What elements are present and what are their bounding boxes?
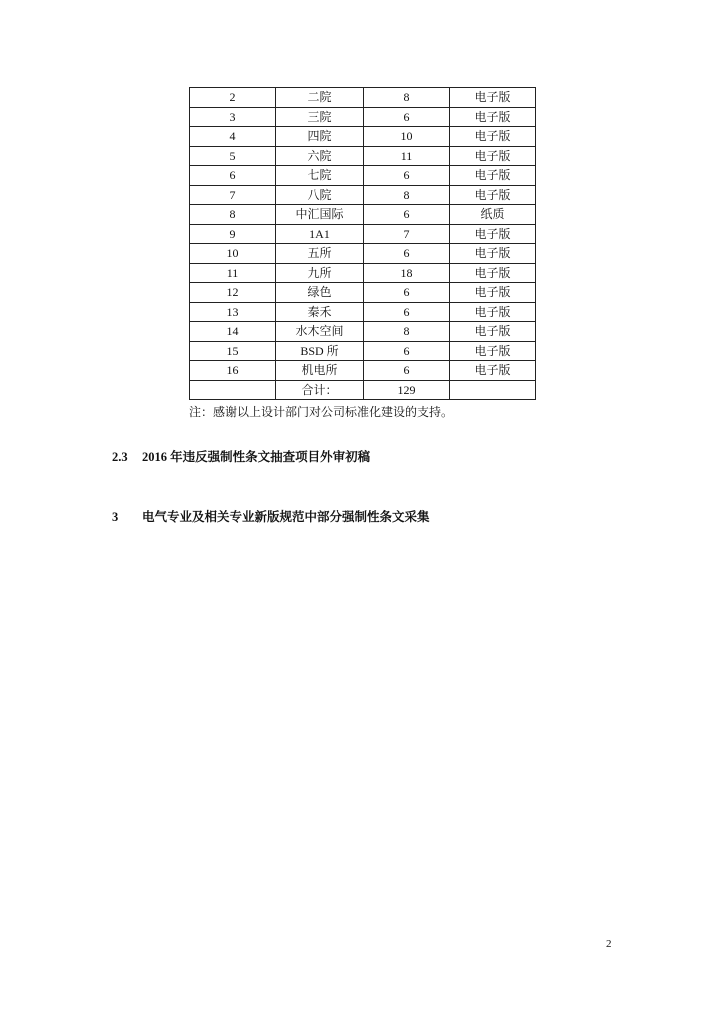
- submission-format: 电子版: [450, 341, 536, 361]
- submission-format: 电子版: [450, 361, 536, 381]
- submission-format: 电子版: [450, 263, 536, 283]
- row-number: 6: [190, 166, 276, 186]
- submission-format: 电子版: [450, 224, 536, 244]
- department-name: 1A1: [276, 224, 364, 244]
- table-body: [190, 88, 536, 400]
- item-count: 6: [364, 361, 450, 381]
- empty-cell: [450, 380, 536, 400]
- table-row: [190, 224, 536, 244]
- table-row: [190, 205, 536, 225]
- submission-format: 电子版: [450, 185, 536, 205]
- item-count: 6: [364, 107, 450, 127]
- submission-format: 电子版: [450, 146, 536, 166]
- section-title: 电气专业及相关专业新版规范中部分强制性条文采集: [142, 510, 430, 524]
- table-row: [190, 283, 536, 303]
- department-name: 九所: [276, 263, 364, 283]
- submission-format: 电子版: [450, 88, 536, 108]
- row-number: 15: [190, 341, 276, 361]
- row-number: 7: [190, 185, 276, 205]
- section-number: 2.3: [112, 450, 128, 464]
- submission-format: 电子版: [450, 244, 536, 264]
- row-number: 5: [190, 146, 276, 166]
- department-name: 中汇国际: [276, 205, 364, 225]
- department-name: 六院: [276, 146, 364, 166]
- row-number: 13: [190, 302, 276, 322]
- submission-format: 纸质: [450, 205, 536, 225]
- section-title: 2016 年违反强制性条文抽查项目外审初稿: [142, 450, 371, 464]
- total-row: [190, 380, 536, 400]
- table-row: [190, 185, 536, 205]
- row-number: 3: [190, 107, 276, 127]
- total-label: 合计：: [276, 380, 364, 400]
- item-count: 18: [364, 263, 450, 283]
- item-count: 6: [364, 205, 450, 225]
- item-count: 6: [364, 302, 450, 322]
- item-count: 8: [364, 322, 450, 342]
- table-row: [190, 322, 536, 342]
- item-count: 11: [364, 146, 450, 166]
- table-row: [190, 302, 536, 322]
- department-name: BSD 所: [276, 341, 364, 361]
- row-number: 10: [190, 244, 276, 264]
- table-row: [190, 263, 536, 283]
- department-name: 七院: [276, 166, 364, 186]
- submission-format: 电子版: [450, 127, 536, 147]
- department-name: 四院: [276, 127, 364, 147]
- item-count: 8: [364, 88, 450, 108]
- department-name: 五所: [276, 244, 364, 264]
- table-row: [190, 361, 536, 381]
- row-number: 9: [190, 224, 276, 244]
- row-number: 11: [190, 263, 276, 283]
- row-number: 8: [190, 205, 276, 225]
- item-count: 8: [364, 185, 450, 205]
- table-row: [190, 341, 536, 361]
- submission-format: 电子版: [450, 302, 536, 322]
- table-row: [190, 127, 536, 147]
- row-number: 16: [190, 361, 276, 381]
- item-count: 6: [364, 166, 450, 186]
- empty-cell: [190, 380, 276, 400]
- department-name: 绿色: [276, 283, 364, 303]
- row-number: 2: [190, 88, 276, 108]
- table-row: [190, 244, 536, 264]
- item-count: 7: [364, 224, 450, 244]
- table-row: [190, 146, 536, 166]
- table-note: 注：感谢以上设计部门对公司标准化建设的支持。: [189, 405, 454, 419]
- department-name: 水木空间: [276, 322, 364, 342]
- submission-format: 电子版: [450, 322, 536, 342]
- section-heading-2-3: [112, 447, 370, 465]
- section-heading-3: [112, 507, 430, 525]
- department-name: 八院: [276, 185, 364, 205]
- row-number: 14: [190, 322, 276, 342]
- row-number: 12: [190, 283, 276, 303]
- table-row: [190, 107, 536, 127]
- total-count: 129: [364, 380, 450, 400]
- item-count: 6: [364, 341, 450, 361]
- table-row: [190, 166, 536, 186]
- department-name: 二院: [276, 88, 364, 108]
- section-number: 3: [112, 510, 119, 524]
- design-department-statistics-table: [189, 87, 536, 400]
- submission-format: 电子版: [450, 283, 536, 303]
- row-number: 4: [190, 127, 276, 147]
- submission-format: 电子版: [450, 166, 536, 186]
- department-name: 三院: [276, 107, 364, 127]
- submission-format: 电子版: [450, 107, 536, 127]
- department-name: 秦禾: [276, 302, 364, 322]
- department-name: 机电所: [276, 361, 364, 381]
- page-number: 2: [606, 938, 612, 950]
- item-count: 6: [364, 244, 450, 264]
- table-row: [190, 88, 536, 108]
- item-count: 10: [364, 127, 450, 147]
- item-count: 6: [364, 283, 450, 303]
